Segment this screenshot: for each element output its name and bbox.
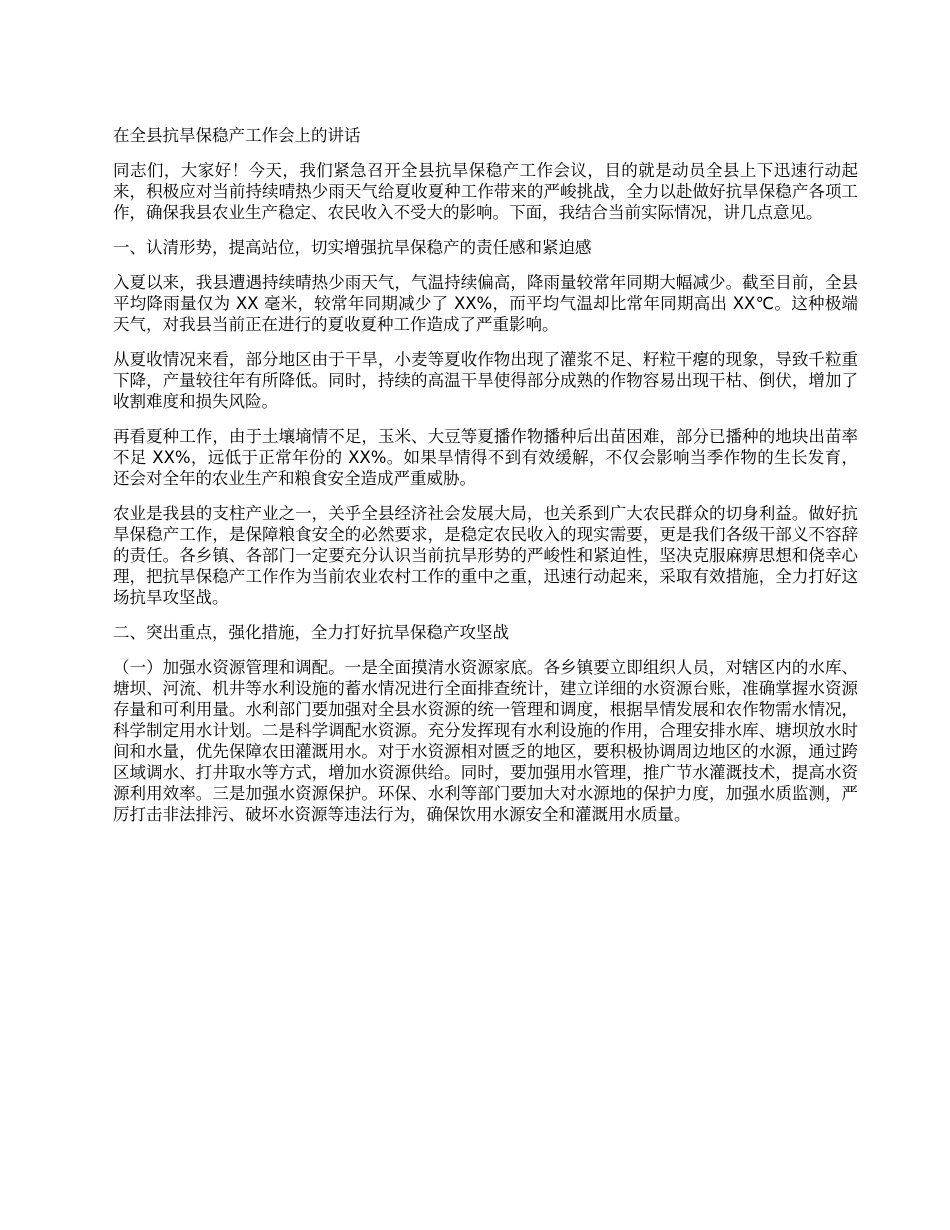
document-title: 在全县抗旱保稳产工作会上的讲话 [113,126,361,145]
document-page [113,125,858,839]
section-heading-2: 二、突出重点，强化措施，全力打好抗旱保稳产攻坚战 [113,623,509,642]
paragraph-water-management: （一）加强水资源管理和调配。一是全面摸清水资源家底。各乡镇要立即组织人员，对辖区内的水库、塘坝、河流、机井等水利设施的蓄水情况进行全面排查统计，建立详细的水资源台账，准确掌握水资源存量和可利用量。水利部门要加强对全县水资源的统一管理和调度，根据旱情发展和农作物需水情况，科学制定用水计划。二是科学调配水资源。充分发挥现有水利设施的作用，合理安排水库、塘坝放水时间和水量，优先保障农田灌溉用水。对于水资源相对匮乏的地区，要积极协调周边地区的水源，通过跨区域调水、打井取水等方式，增加水资源供给。同时，要加强用水管理，推广节水灌溉技术，提高水资源利用效率。三是加强水资源保护。环保、水利等部门要加大对水源地的保护力度，加强水质监测，严厉打击非法排污、破坏水资源等违法行为，确保饮用水源安全和灌溉用水质量。 [113,658,858,824]
paragraph-weather: 入夏以来，我县遭遇持续晴热少雨天气，气温持续偏高，降雨量较常年同期大幅减少。截至目前，全县平均降雨量仅为 XX 毫米，较常年同期减少了 XX%，而平均气温却比常年同期高出 XX℃。这种极端天气，对我县当前正在进行的夏收夏种工作造成了严重影响。 [113,273,858,334]
paragraph-summer-harvest: 从夏收情况来看，部分地区由于干旱，小麦等夏收作物出现了灌浆不足、籽粒干瘪的现象，导致千粒重下降，产量较往年有所降低。同时，持续的高温干旱使得部分成熟的作物容易出现干枯、倒伏，增加了收割难度和损失风险。 [113,350,858,411]
paragraph-intro: 同志们，大家好！今天，我们紧急召开全县抗旱保稳产工作会议，目的就是动员全县上下迅速行动起来，积极应对当前持续晴热少雨天气给夏收夏种工作带来的严峻挑战，全力以赴做好抗旱保稳产各项工作，确保我县农业生产稳定、农民收入不受大的影响。下面，我结合当前实际情况，讲几点意见。 [113,161,858,222]
paragraph-summer-sowing: 再看夏种工作，由于土壤墒情不足，玉米、大豆等夏播作物播种后出苗困难，部分已播种的地块出苗率不足 XX%，远低于正常年份的 XX%。如果旱情得不到有效缓解，不仅会影响当季作物的生长发育，还会对全年的农业生产和粮食安全造成严重威胁。 [113,427,858,488]
section-heading-1: 一、认清形势，提高站位，切实增强抗旱保稳产的责任感和紧迫感 [113,238,592,257]
paragraph-responsibility: 农业是我县的支柱产业之一，关乎全县经济社会发展大局，也关系到广大农民群众的切身利益。做好抗旱保稳产工作，是保障粮食安全的必然要求，是稳定农民收入的现实需要，更是我们各级干部义不容辞的责任。各乡镇、各部门一定要充分认识当前抗旱形势的严峻性和紧迫性，坚决克服麻痹思想和侥幸心理，把抗旱保稳产工作作为当前农业农村工作的重中之重，迅速行动起来，采取有效措施，全力打好这场抗旱攻坚战。 [113,504,858,607]
